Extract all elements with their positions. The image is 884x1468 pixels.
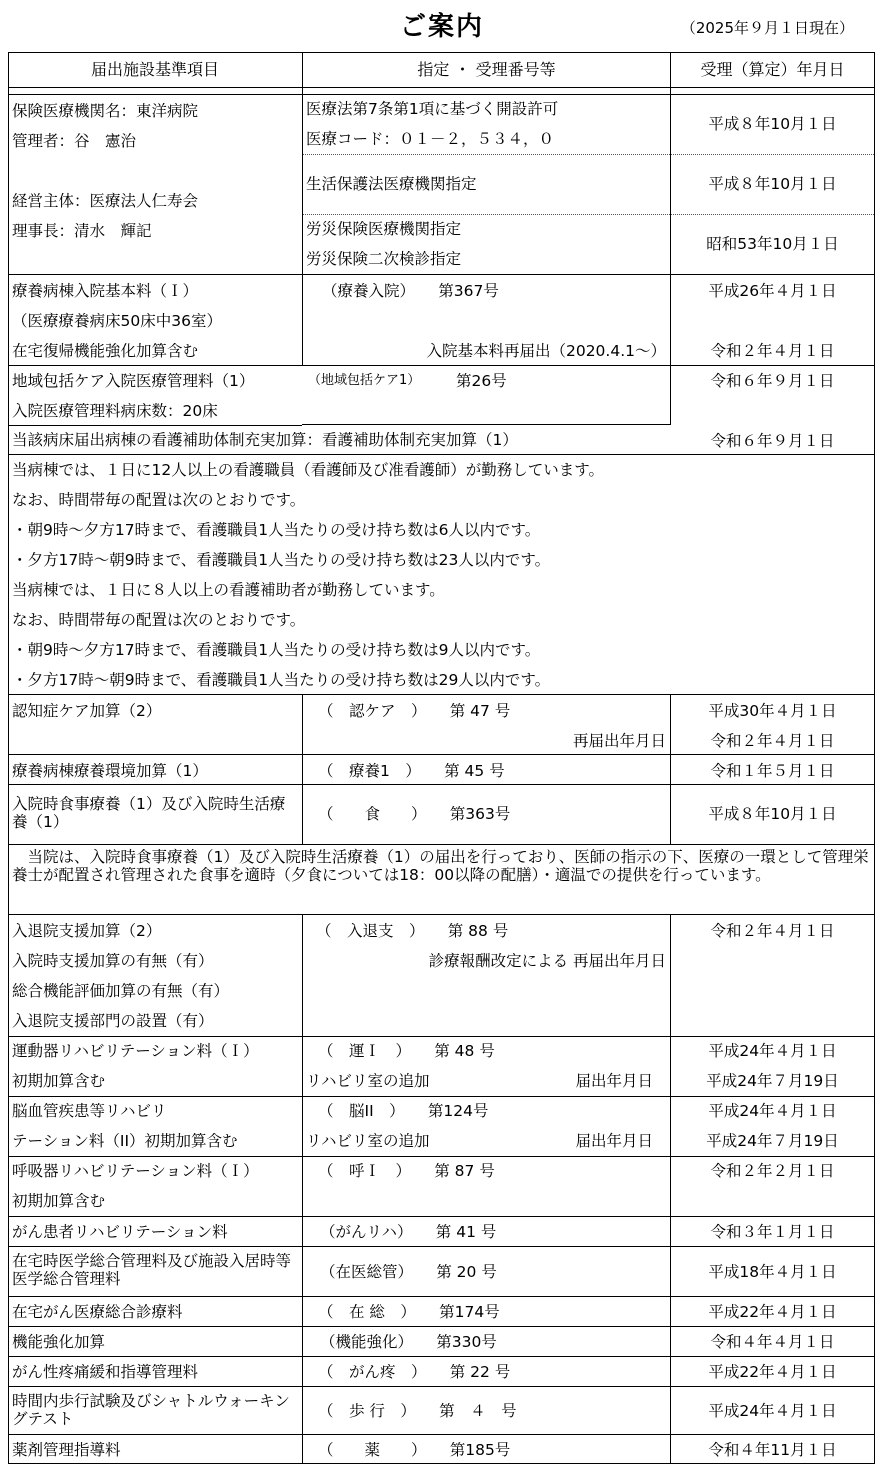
row-name: 時間内歩行試験及びシャトルウォーキングテスト <box>12 1392 290 1428</box>
undo-line-1: 運動器リハビリテーション料（Ｉ） <box>12 1042 259 1060</box>
ryoyo-code: （療養入院） 第367号 <box>322 282 499 300</box>
permit-date: 平成８年10月１日 <box>708 115 837 133</box>
row-date: 平成22年４月１日 <box>708 1303 837 1321</box>
ryoyo-line-1: 療養病棟入院基本料（Ｉ） <box>12 282 199 300</box>
taiin-code: （ 入退支 ） 第 88 号 <box>316 922 509 940</box>
row-date: 令和４年４月１日 <box>710 1333 835 1351</box>
row-code: （在医総管） 第 20 号 <box>320 1263 497 1281</box>
shokuji-code: （ 食 ） 第363号 <box>318 805 511 823</box>
staffing-line: ・朝9時～夕方17時まで、看護職員1人当たりの受け持ち数は6人以内です。 <box>12 521 541 539</box>
ninchi-date-1: 平成30年４月１日 <box>708 702 837 720</box>
hospital-name: 保険医療機関名：東洋病院 <box>12 102 199 120</box>
row-name: がん性疼痛緩和指導管理料 <box>12 1363 199 1381</box>
hospital-chairman: 理事長：清水 輝記 <box>12 222 152 240</box>
taiin-line-2: 入院時支援加算の有無（有） <box>12 952 214 970</box>
header-dates: 受理（算定）年月日 <box>700 60 845 79</box>
shokuji-name: 入院時食事療養（1）及び入院時生活療養（1） <box>12 795 286 831</box>
ryoyo-line-2: （医療療養病床50床中36室） <box>12 312 222 330</box>
undo-line-2: 初期加算含む <box>12 1072 106 1090</box>
row-code: （がんリハ） 第 41 号 <box>320 1223 497 1241</box>
staffing-line: ・夕方17時～朝9時まで、看護職員1人当たりの受け持ち数は29人以内です。 <box>12 671 551 689</box>
chiiki-line-1: 地域包括ケア入院医療管理料（1） <box>12 372 255 390</box>
undo-date-1: 平成24年４月１日 <box>708 1042 837 1060</box>
nou-code: （ 脳II ） 第124号 <box>318 1102 489 1120</box>
page-title: ご案内 <box>399 12 484 42</box>
kokyu-code: （ 呼Ｉ ） 第 87 号 <box>318 1162 495 1180</box>
kokyu-line-1: 呼吸器リハビリテーション料（Ｉ） <box>12 1162 259 1180</box>
kango-hojo: 当該病床届出病棟の看護補助体制充実加算：看護補助体制充実加算（1） <box>12 431 518 449</box>
taiin-line-4: 入退院支援部門の設置（有） <box>12 1012 214 1030</box>
ryoyo-date-1: 平成26年４月１日 <box>708 282 837 300</box>
opening-permit: 医療法第7条第1項に基づく開設許可 <box>306 100 559 118</box>
kankyo-date: 令和１年５月１日 <box>710 762 835 780</box>
row-code: （ 薬 ） 第185号 <box>318 1441 511 1459</box>
medical-code: 医療コード：０１－２，５３４，０ <box>306 130 555 148</box>
kokyu-date: 令和２年２月１日 <box>710 1162 835 1180</box>
header-items: 届出施設基準項目 <box>90 60 219 79</box>
ninchi-note: 再届出年月日 <box>572 732 666 750</box>
kankyo-code: （ 療養1 ） 第 45 号 <box>318 762 505 780</box>
chiiki-code-number: 第26号 <box>456 372 507 390</box>
ryoyo-note: 入院基本料再届出（2020.4.1～） <box>426 342 666 360</box>
ninchi-name: 認知症ケア加算（2） <box>12 702 162 720</box>
welfare-designation: 生活保護法医療機関指定 <box>306 175 477 193</box>
kankyo-name: 療養病棟療養環境加算（1） <box>12 762 208 780</box>
chiiki-line-2: 入院医療管理料病床数：20床 <box>12 402 218 420</box>
nou-filed: 届出年月日 <box>575 1132 653 1150</box>
undo-room: リハビリ室の追加 <box>306 1072 430 1090</box>
hospital-manager: 管理者：谷 憲治 <box>12 132 137 150</box>
hospital-operator: 経営主体：医療法人仁寿会 <box>12 192 199 210</box>
row-date: 平成22年４月１日 <box>708 1363 837 1381</box>
ryoyo-line-3: 在宅復帰機能強化加算含む <box>12 342 199 360</box>
welfare-date: 平成８年10月１日 <box>708 175 837 193</box>
row-name: 薬剤管理指導料 <box>12 1441 121 1459</box>
row-code: （機能強化） 第330号 <box>320 1333 497 1351</box>
ninchi-code: （ 認ケア ） 第 47 号 <box>318 702 511 720</box>
row-date: 令和４年11月１日 <box>708 1441 837 1459</box>
staffing-line: 当病棟では、１日に12人以上の看護職員（看護師及び准看護師）が勤務しています。 <box>12 461 604 479</box>
row-code: （ 在 総 ） 第174号 <box>318 1303 500 1321</box>
staffing-line: 当病棟では、１日に８人以上の看護補助者が勤務しています。 <box>12 581 445 599</box>
taiin-line-3: 総合機能評価加算の有無（有） <box>12 982 230 1000</box>
row-name: 在宅時医学総合管理料及び施設入居時等医学総合管理料 <box>12 1252 292 1288</box>
undo-code: （ 運Ｉ ） 第 48 号 <box>318 1042 495 1060</box>
chiiki-date-2: 令和６年９月１日 <box>710 432 835 450</box>
shokuji-note: 当院は、入院時食事療養（1）及び入院時生活療養（1）の届出を行っており、医師の指示の下、医療の一環として管理栄養士が配置され管理された食事を適時（夕食については18：00以降の配膳）・適温での提供を行っています。 <box>12 848 869 884</box>
rosai-date: 昭和53年10月１日 <box>706 235 839 253</box>
row-name: 機能強化加算 <box>12 1333 106 1351</box>
kokyu-line-2: 初期加算含む <box>12 1192 106 1210</box>
chiiki-code-tag: （地域包括ケア1） <box>308 373 421 388</box>
taiin-date: 令和２年４月１日 <box>710 922 835 940</box>
header-codes: 指定 ・ 受理番号等 <box>417 60 556 79</box>
undo-filed: 届出年月日 <box>575 1072 653 1090</box>
nou-line-2: テーション料（II）初期加算含む <box>12 1132 238 1150</box>
nou-date-2: 平成24年７月19日 <box>706 1132 839 1150</box>
row-date: 令和３年１月１日 <box>710 1223 835 1241</box>
row-code: （ 歩 行 ） 第 ４ 号 <box>318 1402 517 1420</box>
row-name: 在宅がん医療総合診療料 <box>12 1303 183 1321</box>
nou-line-1: 脳血管疾患等リハビリ <box>12 1102 167 1120</box>
nou-room: リハビリ室の追加 <box>306 1132 430 1150</box>
rosai-designation: 労災保険医療機関指定 <box>306 220 462 238</box>
row-date: 平成24年４月１日 <box>708 1402 837 1420</box>
staffing-line: ・朝9時～夕方17時まで、看護職員1人当たりの受け持ち数は9人以内です。 <box>12 641 541 659</box>
row-code: （ がん疼 ） 第 22 号 <box>318 1363 511 1381</box>
taiin-note: 診療報酬改定による 再届出年月日 <box>428 952 666 970</box>
ninchi-date-2: 令和２年４月１日 <box>710 732 835 750</box>
taiin-line-1: 入退院支援加算（2） <box>12 922 162 940</box>
row-name: がん患者リハビリテーション料 <box>12 1223 228 1241</box>
staffing-line: ・夕方17時～朝9時まで、看護職員1人当たりの受け持ち数は23人以内です。 <box>12 551 551 569</box>
as-of-date: （2025年９月１日現在） <box>680 19 854 37</box>
undo-date-2: 平成24年７月19日 <box>706 1072 839 1090</box>
shokuji-date: 平成８年10月１日 <box>708 805 837 823</box>
chiiki-date-1: 令和６年９月１日 <box>710 372 835 390</box>
ryoyo-date-2: 令和２年４月１日 <box>710 342 835 360</box>
staffing-line: なお、時間帯毎の配置は次のとおりです。 <box>12 611 306 629</box>
rosai-screening: 労災保険二次検診指定 <box>306 250 462 268</box>
row-date: 平成18年４月１日 <box>708 1263 837 1281</box>
facility-standards-table <box>8 52 875 1464</box>
staffing-line: なお、時間帯毎の配置は次のとおりです。 <box>12 491 306 509</box>
nou-date-1: 平成24年４月１日 <box>708 1102 837 1120</box>
